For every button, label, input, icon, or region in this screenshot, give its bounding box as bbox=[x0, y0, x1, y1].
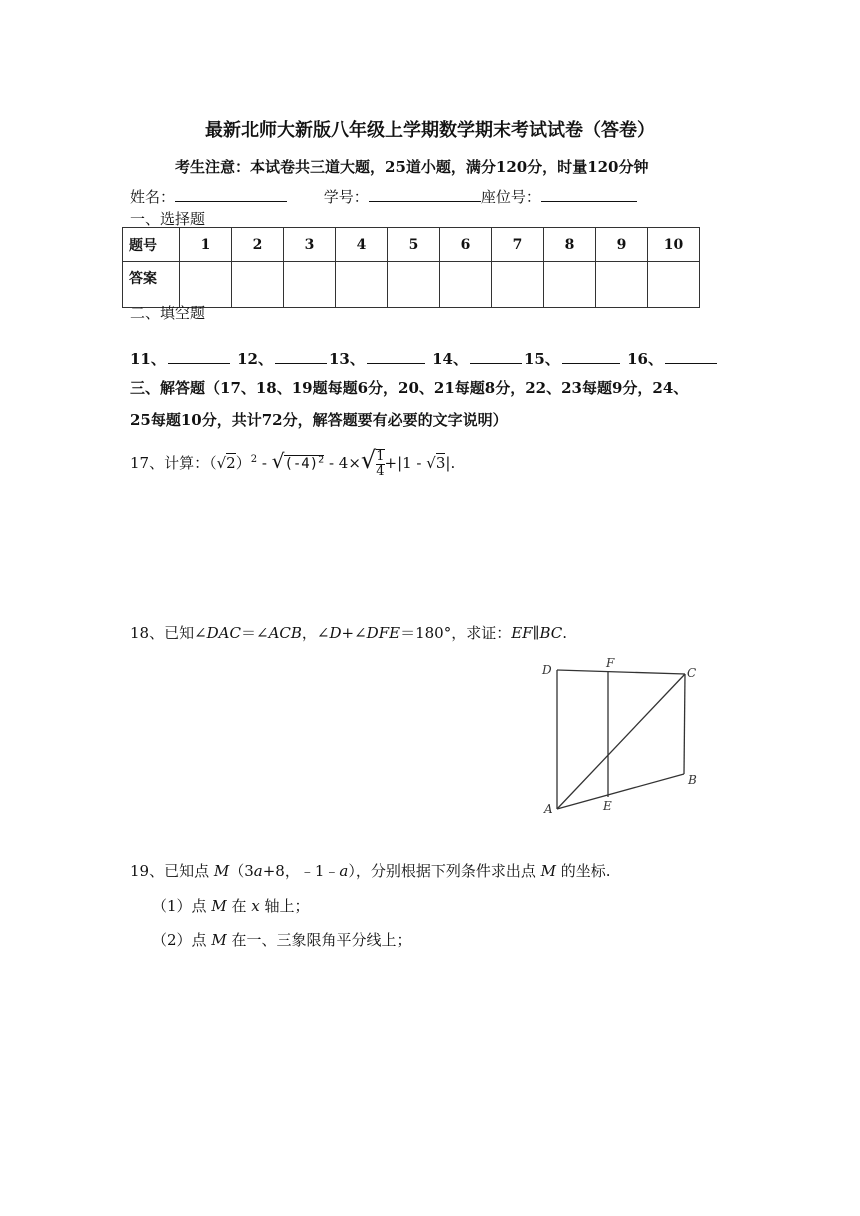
blank-label-13: 13、 bbox=[328, 350, 365, 368]
student-info bbox=[130, 186, 651, 207]
var-x: x bbox=[251, 897, 260, 915]
point-m: M bbox=[213, 862, 230, 880]
blank-label-11: 11、 bbox=[130, 350, 166, 368]
label-e: E bbox=[603, 799, 612, 813]
answer-header: 答案 bbox=[123, 262, 180, 308]
q19-text: 19、已知点 bbox=[130, 862, 214, 880]
segment-bc: BC bbox=[539, 624, 563, 642]
q19-text: ），分别根据下列条件求出点 bbox=[348, 862, 541, 880]
question-19-part2 bbox=[152, 929, 411, 950]
sqrt-arg-3: 3 bbox=[435, 454, 446, 472]
label-a: A bbox=[544, 802, 553, 816]
table-cell: 10 bbox=[648, 228, 700, 262]
angle-acb: ACB bbox=[268, 624, 302, 642]
question-18 bbox=[130, 622, 567, 643]
section1-heading: 一、选择题 bbox=[130, 210, 206, 228]
id-blank[interactable] bbox=[369, 187, 481, 202]
blank-13[interactable] bbox=[367, 349, 425, 364]
section3-heading-line2: 25每题10分，共计72分，解答题要有必要的文字说明） bbox=[130, 411, 508, 429]
q17-square: 2 bbox=[250, 454, 258, 465]
table-cell: 7 bbox=[492, 228, 544, 262]
blank-label-14: 14、 bbox=[432, 350, 468, 368]
table-cell: 3 bbox=[284, 228, 336, 262]
answer-cell[interactable] bbox=[544, 262, 596, 308]
table-cell: 4 bbox=[336, 228, 388, 262]
answer-cell[interactable] bbox=[648, 262, 700, 308]
label-c: C bbox=[687, 666, 697, 680]
point-m: M bbox=[211, 897, 227, 915]
sqrt-arg-neg4-exp: 2 bbox=[318, 454, 325, 466]
fraction-denominator: 4 bbox=[376, 464, 385, 479]
sqrt-symbol: √ bbox=[216, 454, 227, 472]
q18-text: ＝180°，求证： bbox=[400, 624, 512, 642]
label-d: D bbox=[542, 663, 552, 677]
section3-heading-line1: 三、解答题（17、18、19题每题6分，20、21每题8分，22、23每题9分，24、 bbox=[130, 379, 689, 397]
table-cell: 9 bbox=[596, 228, 648, 262]
angle-dac: DAC bbox=[206, 624, 241, 642]
q17-prefix: 17、计算：（ bbox=[130, 454, 217, 472]
page-title: 最新北师大新版八年级上学期数学期末考试试卷（答卷） bbox=[205, 120, 655, 141]
answer-cell[interactable] bbox=[284, 262, 336, 308]
answer-cell[interactable] bbox=[232, 262, 284, 308]
geometry-figure bbox=[530, 650, 720, 825]
blank-14[interactable] bbox=[470, 349, 522, 364]
sqrt-symbol: √ bbox=[360, 446, 377, 474]
answer-cell[interactable] bbox=[180, 262, 232, 308]
q18-text: . bbox=[562, 624, 568, 642]
q19-sub1-text: 在 bbox=[226, 897, 252, 915]
sqrt-arg-2: 2 bbox=[226, 454, 236, 472]
q19-sub1-text: （1）点 bbox=[152, 897, 212, 915]
answer-cell[interactable] bbox=[492, 262, 544, 308]
id-label: 学号： bbox=[323, 188, 369, 206]
section2-heading: 二、填空题 bbox=[130, 304, 206, 322]
table-cell: 2 bbox=[232, 228, 284, 262]
parallel-symbol: ∥ bbox=[532, 624, 540, 642]
q18-text: 18、已知∠ bbox=[130, 624, 207, 642]
blank-11[interactable] bbox=[168, 349, 230, 364]
q17-part4: +|1 - bbox=[384, 454, 427, 472]
angle-d: D bbox=[329, 624, 342, 642]
question-17 bbox=[130, 446, 455, 479]
q18-text: ，∠ bbox=[301, 624, 330, 642]
segment-ef: EF bbox=[511, 624, 533, 642]
question-19 bbox=[130, 860, 611, 881]
table-cell: 8 bbox=[544, 228, 596, 262]
fraction-numerator: 1 bbox=[376, 449, 385, 464]
q19-text: +8，﹣1﹣ bbox=[262, 862, 340, 880]
point-m: M bbox=[540, 862, 556, 880]
point-m: M bbox=[211, 931, 227, 949]
blank-label-12: 12、 bbox=[237, 350, 273, 368]
answer-cell[interactable] bbox=[596, 262, 648, 308]
sqrt-symbol: √ bbox=[426, 454, 436, 472]
sqrt-arg-neg4 bbox=[284, 455, 324, 472]
blank-label-16: 16、 bbox=[627, 350, 663, 368]
table-cell: 5 bbox=[388, 228, 440, 262]
q18-text: ＝∠ bbox=[241, 624, 269, 642]
q17-minus: - bbox=[257, 454, 272, 472]
angle-dfe: DFE bbox=[366, 624, 401, 642]
answer-cell[interactable] bbox=[440, 262, 492, 308]
var-a: a bbox=[253, 862, 263, 880]
table-cell: 1 bbox=[180, 228, 232, 262]
table-row bbox=[123, 228, 700, 262]
answer-cell[interactable] bbox=[336, 262, 388, 308]
blank-label-15: 15、 bbox=[523, 350, 560, 368]
table-cell: 6 bbox=[440, 228, 492, 262]
segment-cb bbox=[684, 674, 685, 774]
q18-text: +∠ bbox=[341, 624, 367, 642]
segment-dc bbox=[557, 670, 685, 674]
q19-sub1-text: 轴上； bbox=[259, 897, 310, 915]
sqrt-fraction bbox=[376, 449, 384, 479]
segment-ab bbox=[557, 774, 684, 809]
q19-text: 的坐标. bbox=[555, 862, 611, 880]
name-label: 姓名： bbox=[130, 188, 176, 206]
name-blank[interactable] bbox=[175, 187, 287, 202]
q19-sub2-text: 在一、三象限角平分线上； bbox=[226, 931, 412, 949]
question-19-part1 bbox=[152, 895, 309, 916]
table-row bbox=[123, 262, 700, 308]
seat-label: 座位号： bbox=[480, 188, 541, 206]
seat-blank[interactable] bbox=[541, 187, 637, 202]
sqrt-arg-neg4-base: (-4) bbox=[284, 456, 319, 472]
exam-notice: 考生注意：本试卷共三道大题，25道小题，满分120分，时量120分钟 bbox=[175, 158, 649, 176]
q19-text: （3 bbox=[229, 862, 254, 880]
blank-15[interactable] bbox=[562, 349, 620, 364]
blank-16[interactable] bbox=[665, 349, 717, 364]
segment-ac bbox=[557, 674, 685, 809]
answer-table bbox=[122, 227, 700, 308]
q19-sub2-text: （2）点 bbox=[152, 931, 212, 949]
fill-blanks-row bbox=[130, 348, 719, 369]
q17-part2: ） bbox=[235, 454, 251, 472]
sqrt-symbol: √ bbox=[271, 449, 285, 473]
label-f: F bbox=[606, 656, 615, 670]
blank-12[interactable] bbox=[275, 349, 327, 364]
var-a: a bbox=[339, 862, 349, 880]
label-b: B bbox=[688, 773, 697, 787]
answer-cell[interactable] bbox=[388, 262, 440, 308]
q17-part3: - 4× bbox=[324, 454, 361, 472]
q17-part5: |. bbox=[445, 454, 456, 472]
question-number-header: 题号 bbox=[123, 228, 180, 262]
